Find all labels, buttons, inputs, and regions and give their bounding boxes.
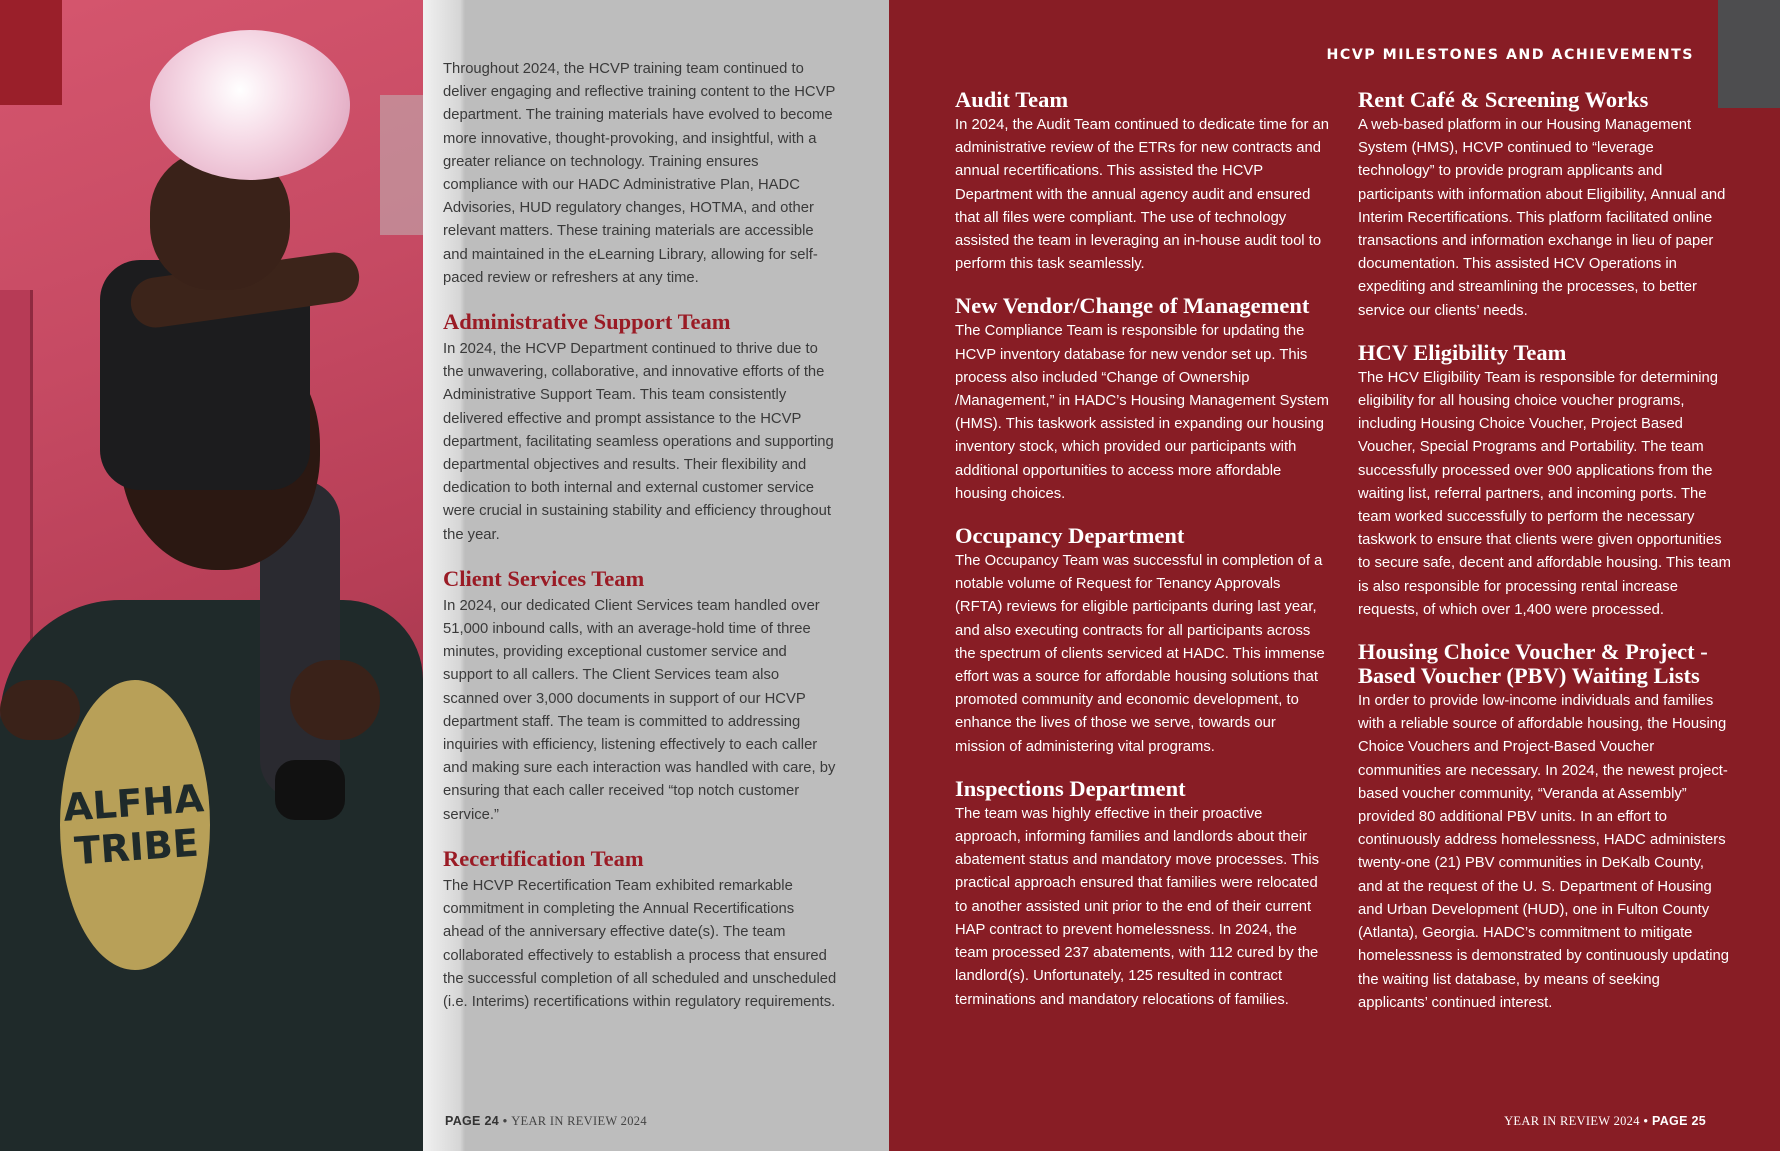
- section-heading: Client Services Team: [443, 565, 645, 591]
- section: [1358, 341, 1732, 622]
- section-heading: Audit Team: [955, 87, 1069, 112]
- section-heading: Housing Choice Voucher & Project -Based Voucher (PBV) Waiting Lists: [1358, 639, 1708, 689]
- page-footer-left: PAGE 24 • YEAR IN REVIEW 2024: [445, 1114, 647, 1128]
- section-body: The Compliance Team is responsible for updating the HCVP inventory database for new vendor set up. This process also included “Change of Ownership /Management,” in HADC’s Housing Management System (HMS). This taskwork assisted in expanding our housing inventory stock, which provided our participants with additional opportunities to access more affordable housing choices.: [955, 323, 1329, 502]
- section-body: In 2024, the Audit Team continued to dedicate time for an administrative review of the ETRs for new contracts and annual recertifications. This assisted the HCVP Department with the annual agency audit and ensured that all files were compliant. The use of technology assisted the team in leveraging an in-house audit tool to perform this task seamlessly.: [955, 117, 1330, 273]
- section-body: The HCVP Recertification Team exhibited remarkable commitment in completing the Annual Recertifications ahead of the anniversary effective date(s). The team collaborated effectively to establish a process that ensured the successful completion of all scheduled and unscheduled (i.e. Interims) recertifications within regulatory requirements.: [443, 877, 837, 1010]
- right-column-1: [955, 88, 1329, 1030]
- page-number: PAGE 25: [1652, 1114, 1706, 1128]
- section-body: In order to provide low-income individuals and families with a reliable source of affordable housing, the Housing Choice Vouchers and Project-Based Voucher communities are necessary. In 2024, the newest project-based voucher community, “Veranda at Assembly” provided 80 additional PBV units. In an effort to continuously address homelessness, HADC administers twenty-one (21) PBV communities in DeKalb County, and at the request of the U. S. Department of Housing and Urban Development (HUD), one in Fulton County (Atlanta), Georgia. HADC’s commitment to mitigate homelessness is demonstrated by continuously updating the waiting list database, by means of seeking applicants’ continued interest.: [1358, 693, 1729, 1011]
- page-footer-right: YEAR IN REVIEW 2024 • PAGE 25: [1504, 1114, 1706, 1128]
- section-body: In 2024, our dedicated Client Services team handled over 51,000 inbound calls, with an average-hold time of three minutes, providing exceptional customer service and support to all callers. The Client Services team also scanned over 3,000 documents in support of our HCVP department staff. The team is committed to addressing inquiries with efficiency, listening effectively to each caller and making sure each interaction was handled with care, by ensuring that each caller received “top notch customer service.”: [443, 597, 836, 823]
- photo-father-and-child: [0, 0, 423, 1151]
- section-body: The HCV Eligibility Team is responsible for determining eligibility for all housing choice voucher programs, including Housing Choice Voucher, Project Based Voucher, Special Programs and Portability. The team successfully processed over 900 applications from the waiting list, referral partners, and incoming ports. The team worked successfully to perform the necessary taskwork to ensure that clients were given opportunities to secure safe, decent and affordable housing. This team is also responsible for processing rental increase requests, of which over 1,400 were processed.: [1358, 369, 1731, 618]
- publication-title: YEAR IN REVIEW 2024: [511, 1114, 647, 1128]
- section-body: A web-based platform in our Housing Management System (HMS), HCVP continued to “leverage technology” to provide program applicants and participants with information about Eligibility, Annual and Interim Recertifications. This platform facilitated online transactions and information exchange in lieu of paper documentation. This assisted HCV Operations in expediting and streamlining the processes, to better service our clients’ needs.: [1358, 117, 1726, 319]
- section: [955, 777, 1329, 1012]
- section-heading: HCV Eligibility Team: [1358, 339, 1567, 365]
- shirt-logo: ALFHA TRIBE: [60, 680, 210, 970]
- section-heading: Inspections Department: [955, 775, 1186, 801]
- left-text-column: [443, 58, 837, 1014]
- section-body: The Occupancy Team was successful in completion of a notable volume of Request for Tenancy Approvals (RFTA) reviews for eligible participants during last year, and also executing contracts for all participants across the spectrum of clients serviced at HADC. This immense effort was a source for affordable housing solutions that promoted community and economic development, to enhance the lives of those we serve, towards our mission of administering vital programs.: [955, 553, 1325, 755]
- section: [1358, 88, 1732, 323]
- publication-title: YEAR IN REVIEW 2024: [1504, 1114, 1640, 1128]
- page-banner: HCVP MILESTONES AND ACHIEVEMENTS: [1326, 47, 1694, 63]
- section-body: The team was highly effective in their proactive approach, informing families and landlords about their abatement status and mandatory move processes. This practical approach ensured that families were relocated to another assisted unit prior to the end of their current HAP contract to prevent homelessness. In 2024, the team processed 237 abatements, with 112 cured by the landlord(s). Unfortunately, 125 resulted in contract terminations and mandatory relocations of families.: [955, 805, 1320, 1008]
- section: [955, 294, 1329, 506]
- right-column-2: [1358, 88, 1732, 1033]
- section: [955, 88, 1329, 276]
- section-heading: Administrative Support Team: [443, 309, 731, 335]
- section-heading: Recertification Team: [443, 845, 644, 871]
- corner-tab: [0, 0, 62, 105]
- section-heading: New Vendor/Change of Management: [955, 293, 1310, 319]
- intro-paragraph: Throughout 2024, the HCVP training team continued to deliver engaging and reflective training content to the HCVP department. The training materials have evolved to become more innovative, thought-provoking, and insightful, with a greater reliance on technology. Training ensures compliance with our HADC Administrative Plan, HADC Advisories, HUD regulatory changes, HOTMA, and other relevant matters. These training materials are accessible and maintained in the eLearning Library, allowing for self-paced review or refreshers at any time.: [443, 61, 836, 286]
- page-number: PAGE 24: [445, 1114, 499, 1128]
- section-body: In 2024, the HCVP Department continued to thrive due to the unwavering, collaborative, and innovative efforts of the Administrative Support Team. This team consistently delivered effective and prompt assistance to the HCVP department, facilitating seamless operations and supporting departmental objectives and results. Their flexibility and dedication to both internal and external customer service were crucial in sustaining stability and efficiency throughout the year.: [443, 341, 834, 543]
- section-heading: Rent Café & Screening Works: [1358, 87, 1649, 112]
- left-page: [0, 0, 889, 1151]
- section: [955, 524, 1329, 759]
- section: [1358, 640, 1732, 1015]
- section-heading: Occupancy Department: [955, 523, 1185, 549]
- right-page: [889, 0, 1780, 1151]
